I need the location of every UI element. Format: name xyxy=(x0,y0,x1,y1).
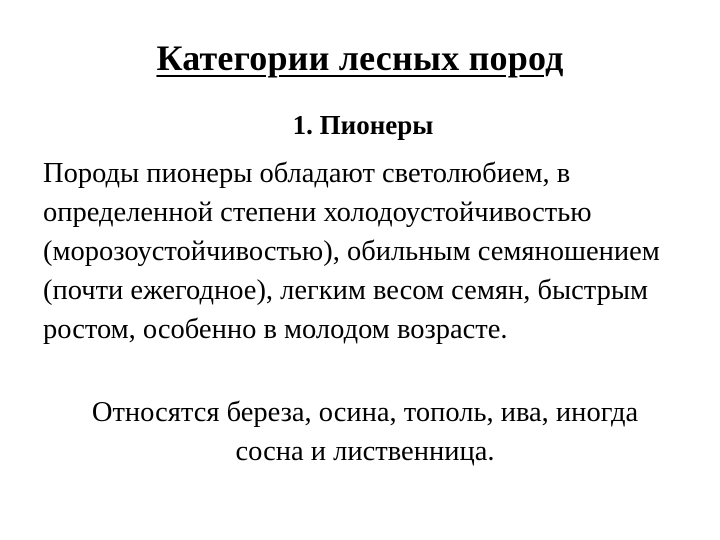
slide-title: Категории лесных пород xyxy=(156,38,564,78)
species-line-1: Относятся береза, осина, тополь, ива, иногда xyxy=(91,397,639,428)
section-heading: 1. Пионеры xyxy=(292,110,434,140)
species-list-text xyxy=(30,393,700,471)
description-paragraph: Породы пионеры обладают светолюбием, в определенной степени холодоустойчивостью (морозоустойчивостью), обильным семяношением (почти ежегодное), легким весом семян, быстрым ростом, особенно в молодом возрасте. xyxy=(43,158,660,345)
species-line-2: сосна и лиственница. xyxy=(235,436,495,467)
